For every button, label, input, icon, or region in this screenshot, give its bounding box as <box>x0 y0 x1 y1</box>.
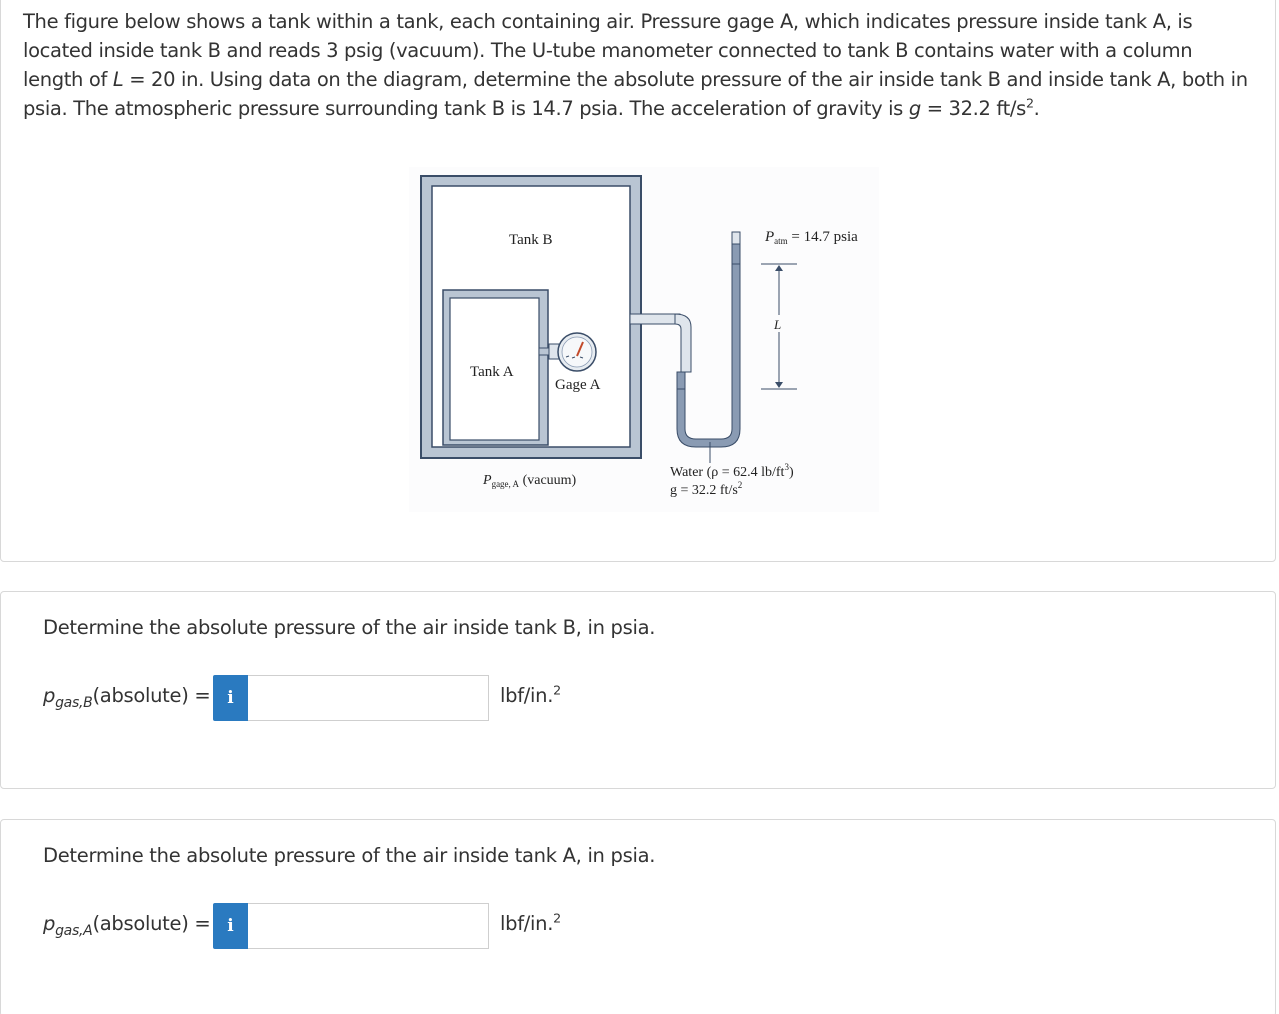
answer-row-tank-a <box>43 903 643 949</box>
tank-b-label: Tank B <box>509 232 553 248</box>
answer-label-tank-a: $p_{gas,A}(absolute)$ = <box>43 912 211 939</box>
pgage-label: $P_{gage, A}$ (vacuum) <box>483 473 577 489</box>
unit-label-tank-b: lbf/in.$^2$ <box>500 682 561 707</box>
water-label: Water (ρ = 62.4 $lb/ft^3$) <box>670 462 794 480</box>
answer-label-tank-b: $p_{gas,B}(absolute)$ = <box>43 684 211 711</box>
answer-input-tank-b[interactable] <box>248 675 489 721</box>
info-icon[interactable]: i <box>213 903 248 949</box>
unit-label-tank-a: lbf/in.$^2$ <box>500 910 561 935</box>
question-tank-b: Determine the absolute pressure of the air inside tank B, in psia. <box>43 616 656 639</box>
tank-diagram <box>399 167 889 512</box>
question-card-tank-b <box>0 591 1276 789</box>
gage-a-label: Gage A <box>555 377 601 393</box>
answer-input-tank-a[interactable] <box>248 903 489 949</box>
u-tube-open-end <box>732 232 740 244</box>
gravity-label: g = 32.2 $ft/s^2$ <box>670 480 743 498</box>
l-label: L <box>774 317 782 332</box>
question-tank-a: Determine the absolute pressure of the air inside tank A, in psia. <box>43 844 656 867</box>
info-icon[interactable]: i <box>213 675 248 721</box>
patm-label: $P_{atm} = 14.7$ psia <box>765 229 858 246</box>
problem-statement: The figure below shows a tank within a tank, each containing air. Pressure gage A, which indicates pressure inside tank A, is located inside tank B and reads 3 psig (vacuum). The U-tube manometer connected to tank B contains water with a column length of L = 20 in. Using data on the diagram, determine the absolute pressure of the air inside tank B and inside tank A, both in psia. The atmospheric pressure surrounding tank B is 14.7 psia. The acceleration of gravity is g = 32.2 $ft/s^2$. <box>23 10 1248 120</box>
outlet-pipe <box>630 314 680 324</box>
tank-a-label: Tank A <box>470 364 514 380</box>
answer-row-tank-b <box>43 675 643 721</box>
question-card-tank-a <box>0 819 1276 1014</box>
tank-diagram-svg <box>399 167 889 512</box>
